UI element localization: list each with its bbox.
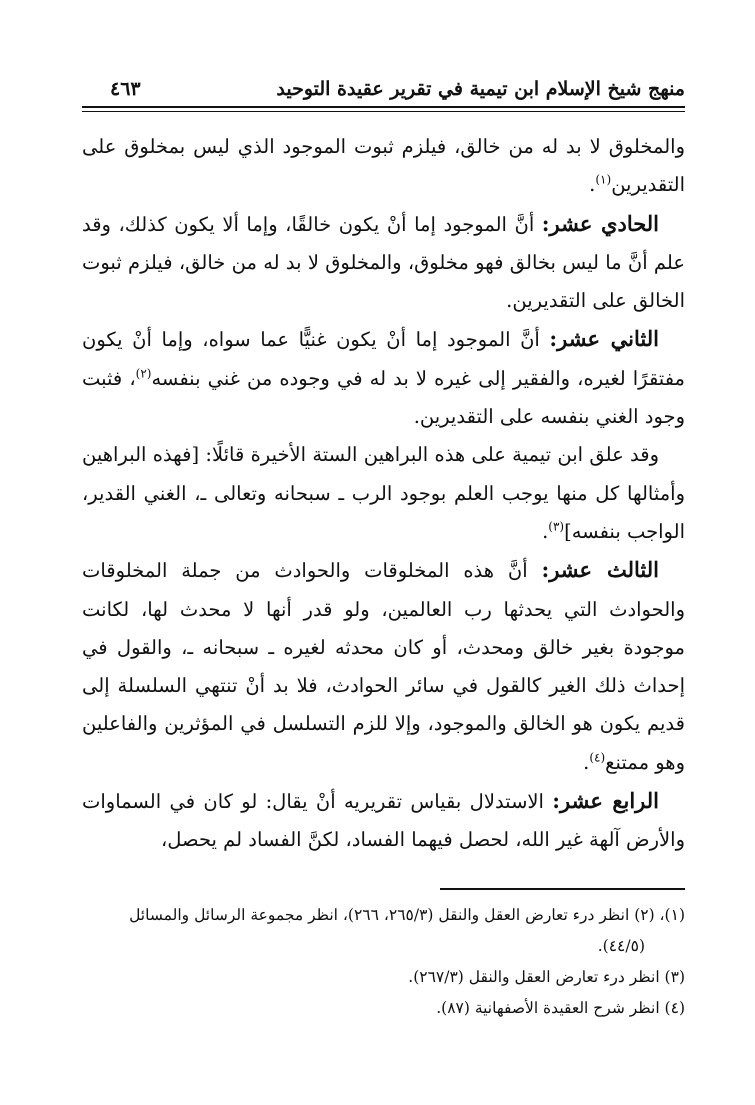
footnote-ref: (٣) [548, 519, 565, 534]
paragraph-6 [82, 782, 685, 860]
paragraph-end: ، فثبت وجود الغني بنفسه على التقديرين. [82, 366, 685, 429]
footnote-separator [440, 888, 685, 890]
paragraph-1 [82, 128, 685, 205]
header-rule-thick [82, 106, 685, 108]
page-number: ٤٦٣ [110, 78, 141, 100]
paragraph-end: . [542, 519, 549, 543]
paragraph-text: أنَّ الموجود إما أنْ يكون غنيًّا عما سواه، وإما أنْ يكون مفتقرًا لغيره، والفقير إلى غيره لا بد له في وجوده من غني بنفسه [82, 328, 686, 390]
paragraph-lead: الثالث عشر: [541, 557, 660, 583]
paragraph-text: الاستدلال بقياس تقريريه أنْ يقال: لو كان في السماوات والأرض آلهة غير الله، لحصل فيهما الفساد، لكنَّ الفساد لم يحصل، [82, 790, 685, 852]
paragraph-end: . [589, 173, 596, 197]
footnote-ref: (٤) [589, 750, 606, 765]
paragraph-text: وقد علق ابن تيمية على هذه البراهين الستة الأخيرة قائلًا: [فهذه البراهين وأمثالها كل منها يوجب العلم بوجود الرب ـ سبحانه وتعالى ـ، الغني القدير، الواجب بنفسه] [82, 443, 685, 543]
paragraph-end: . [583, 750, 590, 774]
paragraph-lead: الثاني عشر: [549, 326, 659, 352]
paragraph-text: أنَّ هذه المخلوقات والحوادث من جملة المخلوقات والحوادث التي يحدثها رب العالمين، ولو قدر أنها لا محدث لها، لكانت موجودة بغير خالق ومحدث، أو كان محدثه لغيره ـ سبحانه ـ، والقول في إحداث ذلك الغير كالقول في سائر الحوادث، فلا بد أنْ تنتهي السلسلة إلى قديم يكون هو الخالق والموجود، وإلا للزم التسلسل في المؤثرين والفاعلين وهو ممتنع [82, 559, 685, 774]
paragraph-text: والمخلوق لا بد له من خالق، فيلزم ثبوت الموجود الذي ليس بمخلوق على التقديرين [82, 135, 685, 197]
paragraph-4 [82, 436, 685, 551]
footnote-1: (١)، (٢) انظر درء تعارض العقل والنقل (٢٦٥/٣، ٢٦٦)، انظر مجموعة الرسائل والمسائل [129, 906, 685, 924]
paragraph-5 [82, 551, 685, 782]
footnote-3: (٣) انظر درء تعارض العقل والنقل (٢٦٧/٣). [408, 968, 685, 986]
footnote-4: (٤) انظر شرح العقيدة الأصفهانية (٨٧). [436, 999, 685, 1017]
paragraph-3 [82, 320, 685, 436]
running-header [82, 78, 685, 114]
body-text [82, 128, 685, 860]
paragraph-lead: الرابع عشر: [552, 788, 659, 814]
footnote-1-continued: (٤٤/٥). [597, 937, 645, 955]
paragraph-text: أنَّ الموجود إما أنْ يكون خالقًا، وإما ألا يكون كذلك، وقد علم أنَّ ما ليس بخالق فهو مخلوق، والمخلوق لا بد له من خالق، فيلزم ثبوت الخالق على التقديرين. [82, 212, 685, 313]
footnote-ref: (٢) [135, 366, 152, 381]
paragraph-2 [82, 205, 685, 321]
header-rule-thin [82, 111, 685, 112]
header-title: منهج شيخ الإسلام ابن تيمية في تقرير عقيدة التوحيد [276, 78, 685, 100]
paragraph-lead: الحادي عشر: [541, 210, 660, 236]
footnotes [82, 900, 685, 1024]
footnote-ref: (١) [595, 172, 612, 187]
